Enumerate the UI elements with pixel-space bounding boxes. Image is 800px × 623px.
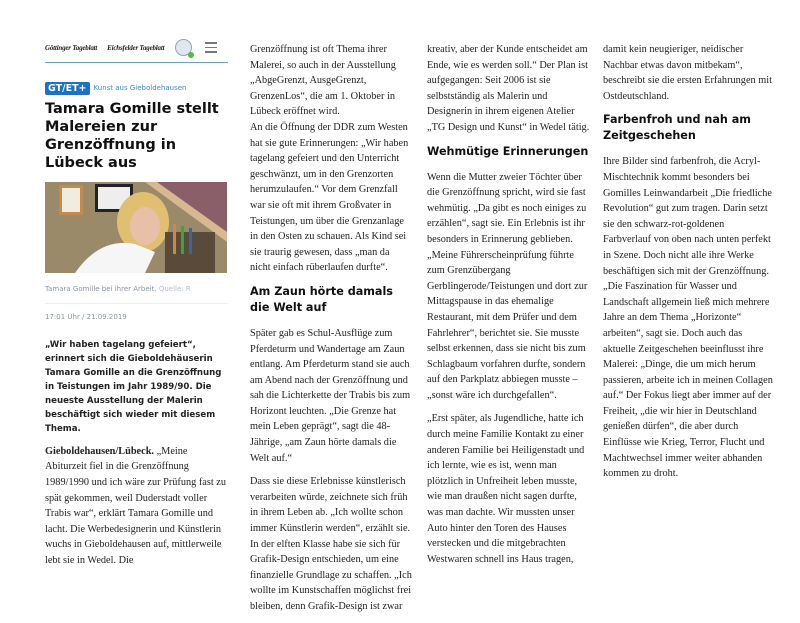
article-lead: „Wir haben tagelang gefeiert“, erinnert sich die Gieboldehäuserin Tamara Gomille an die Grenzöffnung in Teistungen im Jahr 1989/90. Die neueste Ausstellung der Malerin beschäftigt sich wieder mit diesem Thema. [45, 339, 222, 434]
paragraph: Wenn die Mutter zweier Töchter über die Grenzöffnung spricht, wird sie fast wehmütig. „Da gibt es noch einiges zu erzählen“, sagt sie. Ein Erlebnis ist ihr besonders in Erinnerung geblieben. „Meine Führerscheinprüfung führte zum Grenzübergang Gerblingerode/Teistungen und dort zur Mittagspause in das ehemalige Restaurant, mit dem Prüfer und dem Fahrlehrer“, berichtet sie. Sie musste selbst erkennen, dass sie nicht bis zum Schlagbaum vorfahren durfte, sondern auf den Parkplatz abbiegen musste – „sonst wäre ich durchgefallen“. [427, 171, 588, 401]
premium-badge: GT/ET+ [45, 82, 90, 95]
paragraph: Dass sie diese Erlebnisse künstlerisch verarbeiten würde, zeichnete sich früh in ihrem Leben ab. „Ich wollte schon immer Künstlerin werden“, erzählt sie. In der elften Klasse habe sie sich für Grafik-Design entschieden, um eine finanzielle Grundlage zu schaffen. „Ich wollte im Kunstschaffen möglichst frei bleiben, denn Grafik-Design ist zwar [250, 476, 412, 612]
paragraph: „Erst später, als Jugendliche, hatte ich durch meine Familie Kontakt zu einer anderen Familie bei Heiligenstadt und ich lernte, wie es ist, wenn man plötzlich in Unfreiheit leben musste, wie man draußen nicht sagen durfte, was man dachte. Wir mussten unser Auto hinter den Toren des Hauses verstecken und die mitgebrachten Westwaren schnell ins Haus tragen, [427, 413, 585, 565]
column-4 [603, 42, 773, 490]
dateline: Gieboldehausen/Lübeck. [45, 445, 155, 457]
column-2 [250, 42, 412, 623]
photo-caption [45, 282, 228, 305]
painter-photo-illustration [45, 182, 227, 273]
column-1 [45, 36, 228, 577]
caption-text: Tamara Gomille bei ihrer Arbeit. [45, 284, 157, 293]
site-header [45, 36, 228, 63]
kicker-link[interactable]: Kunst aus Gieboldehausen [93, 84, 187, 92]
publish-date: 17:01 Uhr / 21.09.2019 [45, 313, 127, 322]
paragraph: Ihre Bilder sind farbenfroh, die Acryl-Mischtechnik kommt besonders bei Gomilles Leinwandarbeit „Die friedliche Revolution“ gut zum tragen. Darin setzt sie den schwarz-rot-goldenen Farbverlauf von oben nach unten perfekt in Szene. Doch nicht alle ihre Werke beschäftigen sich mit der Grenzöffnung. „Die Faszination für Wasser und Landschaft allgemein ließ mich mehrere Jahre an dem Thema „Horizonte“ arbeiten“, sagt sie. Doch auch das aktuelle Zeitgeschehen beeinflusst ihre Malerei: „Dinge, die um mich herum passieren, arbeite ich in meinen Collagen auf.“ Der Fokus liegt aber immer auf der Freiheit, „die wir hier in Deutschland genießen dürfen“, die aber durch Einflüsse wie Krieg, Terror, Flucht und Machtwechsel immer weiter abhanden kommen zu droht. [603, 156, 773, 480]
subheading: Am Zaun hörte damals die Welt auf [250, 284, 393, 314]
paragraph: Später gab es Schul-Ausflüge zum Pferdeturm und Wandertage am Zaun entlang. Am Pferdeturm stand sie auch am Abend nach der Grenzöffnung und sah die Lichterkette der Trabis bis zum Horizont leuchten. „Die Grenze hat mein Leben geprägt“, sagt die 48-Jährige, „am Zaun hörte damals die Welt auf.“ [250, 327, 411, 464]
subheading: Wehmütige Erinnerungen [427, 144, 589, 158]
hamburger-menu-icon[interactable] [205, 42, 217, 56]
paragraph-text: „Meine Abiturzeit fiel in die Grenzöffnung 1989/1990 und ich wäre zur Prüfung fast zu spät gekommen, weil Duderstadt voller Trabis war“, erklärt Tamara Gomille und lacht. Die Werbedesignerin und Künstlerin wuchs in Gieboldehausen auf, mittlerweile lebt sie in Wedel. Die [45, 445, 227, 566]
column-3 [427, 42, 592, 575]
user-account-icon[interactable] [175, 39, 192, 56]
paragraph: Grenzöffnung ist oft Thema ihrer Malerei, so auch in der Ausstellung „AbgeGrenzt, AusgeGrenzt, GrenzenLos“, die am 1. Oktober in Lübeck eröffnet wird. [250, 44, 396, 118]
paragraph: damit kein neugieriger, neidischer Nachbar etwas davon mitbekam“, beschreibt sie die ersten Erfahrungen mit Ostdeutschland. [603, 44, 772, 102]
paragraph [45, 444, 228, 569]
caption-source: Quelle: R [158, 284, 191, 293]
paragraph: kreativ, aber der Kunde entscheidet am Ende, wie es werden soll.“ Der Plan ist aufgegangen: Seit 2006 ist sie selbstständig als Malerin und Designerin in ihrem eigenen Atelier „TG Design und Kunst“ in Wedel tätig. [427, 44, 590, 133]
subheading: Farbenfroh und nah am Zeitgeschehen [603, 113, 751, 143]
paragraph: An die Öffnung der DDR zum Westen hat sie gute Erinnerungen: „Wir haben tagelang gefeiert und den Unterricht geschwänzt, um in den Grenzorten herumzulaufen.“ Vor dem Grenzfall war sie oft mit ihrem Großvater in Teistungen, um über die Grenzanlage in den Osten zu schauen. Als Kind sei sie traurig gewesen, dass „man da nicht einfach rüberlaufen durfte“. [250, 121, 409, 274]
article-photo[interactable] [45, 182, 227, 273]
article-title: Tamara Gomille stellt Malereien zur Grenzöffnung in Lübeck aus [45, 100, 219, 171]
logo-goettinger-tageblatt[interactable]: Göttinger Tageblatt [45, 44, 98, 53]
article-kicker [45, 81, 228, 97]
logo-eichsfelder-tageblatt[interactable]: Eichsfelder Tageblatt [107, 44, 165, 53]
